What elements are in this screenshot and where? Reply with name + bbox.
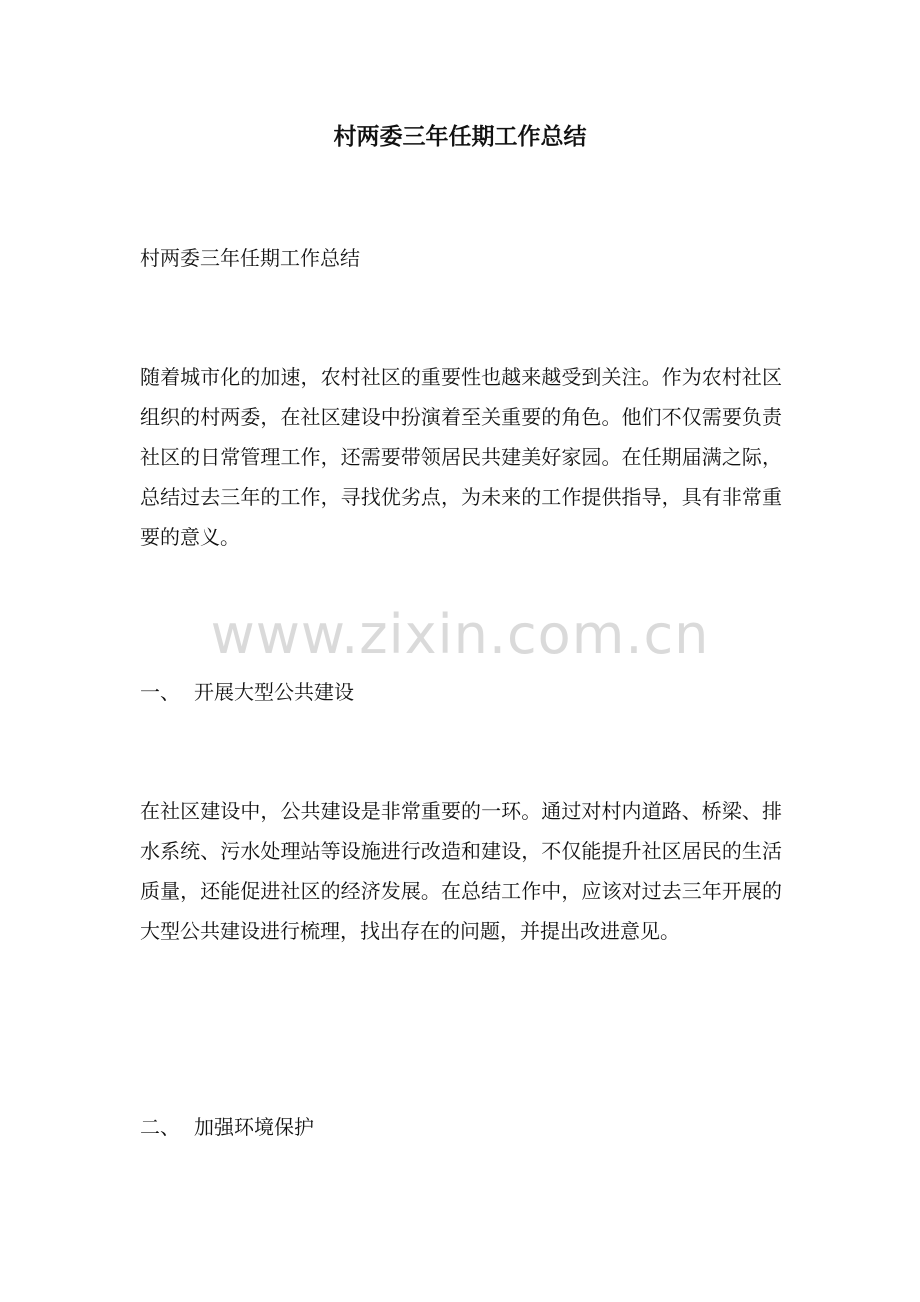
section-title-2: 加强环境保护 <box>194 1115 314 1139</box>
document-title: 村两委三年任期工作总结 <box>333 123 587 150</box>
watermark-text: www.zixin.com.cn <box>210 603 710 666</box>
section-heading-1 <box>140 674 354 710</box>
intro-paragraph: 随着城市化的加速，农村社区的重要性也越来越受到关注。作为农村社区组织的村两委，在社区建设中扮演着至关重要的角色。他们不仅需要负责社区的日常管理工作，还需要带领居民共建美好家园。在任期届满之际，总结过去三年的工作，寻找优劣点，为未来的工作提供指导，具有非常重要的意义。 <box>140 365 782 549</box>
document-subtitle: 村两委三年任期工作总结 <box>140 246 360 270</box>
section-heading-2 <box>140 1109 314 1145</box>
section-number-1: 一、 <box>140 680 180 704</box>
section-1-paragraph: 在社区建设中，公共建设是非常重要的一环。通过对村内道路、桥梁、排水系统、污水处理站等设施进行改造和建设，不仅能提升社区居民的生活质量，还能促进社区的经济发展。在总结工作中，应该对过去三年开展的大型公共建设进行梳理，找出存在的问题，并提出改进意见。 <box>140 799 782 943</box>
section-number-2: 二、 <box>140 1115 180 1139</box>
section-title-1: 开展大型公共建设 <box>194 680 354 704</box>
